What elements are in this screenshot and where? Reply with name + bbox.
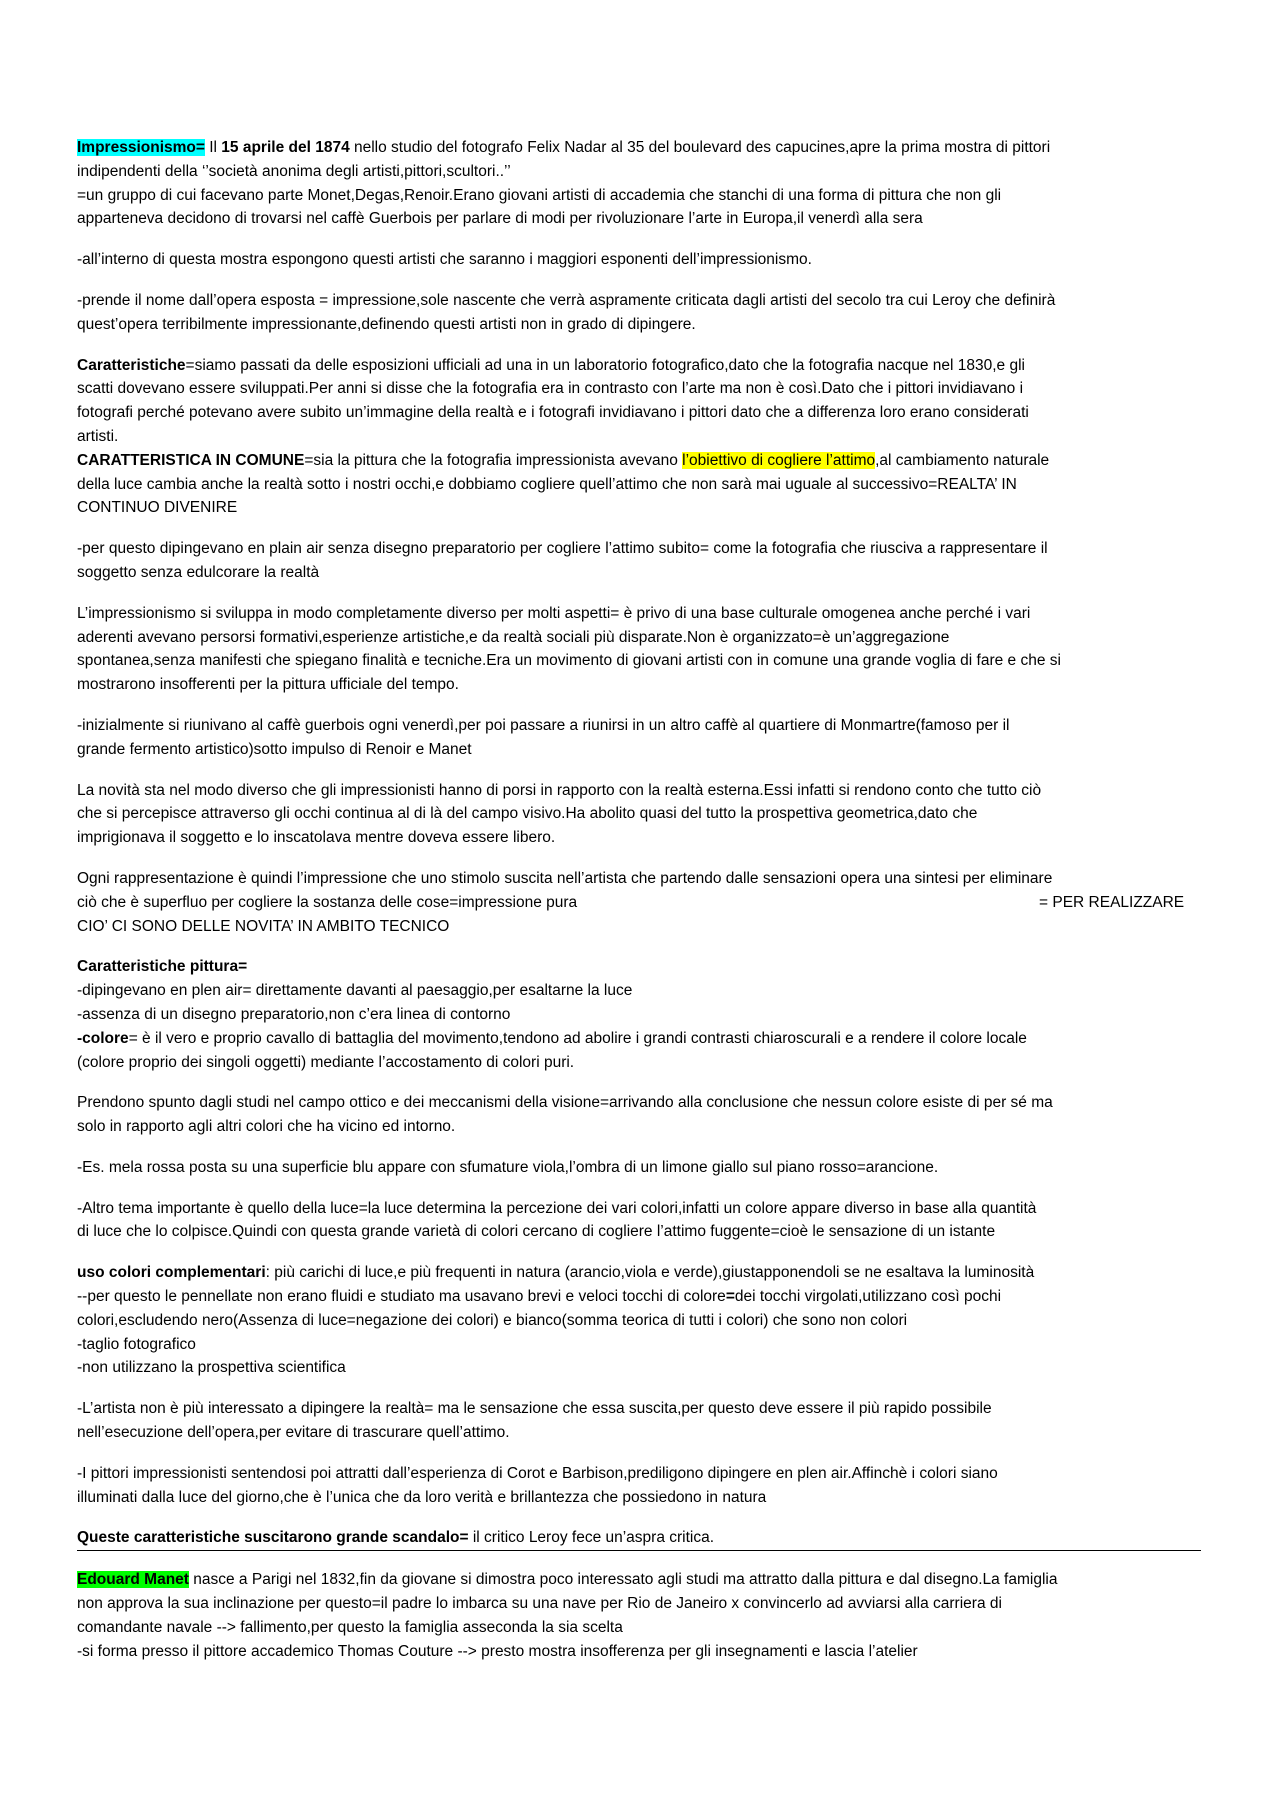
text-line: =un gruppo di cui facevano parte Monet,Degas,Renoir.Erano giovani artisti di accademia che stanchi di una forma di pittura che non gli [77,186,1002,204]
text-line: CONTINUO DIVENIRE [77,499,238,517]
paragraph [77,289,1201,337]
text-line [77,1568,1201,1592]
text-line [77,1261,1201,1285]
paragraph [77,779,1201,850]
text-line: artisti. [77,427,119,445]
text-line: soggetto senza edulcorare la realtà [77,563,320,581]
text-run: il critico Leroy fece un’aspra critica. [468,1529,715,1547]
text-run: : più carichi di luce,e più frequenti in natura (arancio,viola e verde),giustapponendoli se ne esaltava la luminosità [265,1264,1035,1282]
text-line [77,449,1201,473]
text-run: ,al cambiamento naturale [875,451,1050,469]
text-line: Prendono spunto dagli studi nel campo ottico e dei meccanismi della visione=arrivando alla conclusione che nessun colore esiste di per sé ma [77,1094,1053,1112]
text-line [77,1526,1201,1550]
document-page [77,136,1201,1663]
bold-text: Caratteristiche [77,356,186,374]
highlighted-text: Edouard Manet [77,1571,189,1589]
text-line: grande fermento artistico)sotto impulso di Renoir e Manet [77,740,472,758]
paragraph [77,1197,1201,1245]
text-line [77,136,1201,160]
text-line: -I pittori impressionisti sentendosi poi attratti dall’esperienza di Corot e Barbison,prediligono dipingere en plen air.Affinchè i colori siano [77,1464,998,1482]
bold-text: CARATTERISTICA IN COMUNE [77,451,305,469]
text-line: indipendenti della ‘’società anonima degli artisti,pittori,scultori..’’ [77,162,511,180]
text-run: =sia la pittura che la fotografia impressionista avevano [304,451,683,469]
text-line: quest’opera terribilmente impressionante,definendo questi artisti non in grado di dipingere. [77,315,696,333]
paragraph [77,354,1201,521]
text-line: aderenti avevano persorsi formativi,esperienze artistiche,e da realtà sociali più disparate.Non è organizzato=è un’aggregazione [77,628,950,646]
bold-text: uso colori complementari [77,1264,266,1282]
text-run: Il [204,139,222,156]
text-line: fotografi perché potevano avere subito un’immagine della realtà e i fotografi invidiavano i pittori dato che a differenza loro erano considerati [77,404,1029,422]
text-line: non approva la sua inclinazione per questo=il padre lo imbarca su una nave per Rio de Janeiro x convincerlo ad avviarsi alla carriera di [77,1595,1002,1613]
paragraph [77,867,1201,938]
text-line: -assenza di un disegno preparatorio,non c’era linea di contorno [77,1005,511,1023]
text-line: che si percepisce attraverso gli occhi continua al di là del campo visivo.Ha abolito quasi del tutto la prospettiva geometrica,dato che [77,805,978,823]
text-line [77,1027,1201,1051]
text-line: solo in rapporto agli altri colori che ha vicino ed intorno. [77,1118,456,1136]
text-line: mostrarono insofferenti per la pittura ufficiale del tempo. [77,676,459,694]
text-line: CIO’ CI SONO DELLE NOVITA’ IN AMBITO TECNICO [77,917,450,935]
text-line: illuminati dalla luce del giorno,che è l’unica che da loro verità e brillantezza che possiedono in natura [77,1488,767,1506]
text-line: imprigionava il soggetto e lo inscatolava mentre doveva essere libero. [77,829,556,847]
text-line: colori,escludendo nero(Assenza di luce=negazione dei colori) e bianco(somma teorica di tutti i colori) che sono non colori [77,1311,908,1329]
text-line: -all’interno di questa mostra espongono questi artisti che saranno i maggiori esponenti dell’impressionismo. [77,251,812,269]
text-run: dei tocchi virgolati,utilizzano così pochi [734,1288,1002,1306]
paragraph [77,1261,1201,1380]
tab-aligned-text: = PER REALIZZARE [1039,893,1185,911]
text-line: L’impressionismo si sviluppa in modo completamente diverso per molti aspetti= è privo di una base culturale omogenea anche perché i vari [77,604,1031,622]
text-run: nello studio del fotografo Felix Nadar al 35 del boulevard des capucines,apre la prima mostra di pittori [349,139,1051,156]
paragraph [77,1091,1201,1139]
text-line [77,891,1201,915]
text-line: -si forma presso il pittore accademico Thomas Couture --> presto mostra insofferenza per gli insegnamenti e lascia l’atelier [77,1642,918,1660]
text-line: scatti dovevano essere sviluppati.Per anni si disse che la fotografia era in contrasto con l’arte ma non è così.Dato che i pittori invidiavano i [77,380,1024,398]
text-line: di luce che lo colpisce.Quindi con questa grande varietà di colori cercano di cogliere l’attimo fuggente=cioè le sensazione di un istante [77,1223,996,1241]
text-line: nell’esecuzione dell’opera,per evitare di trascurare quell’attimo. [77,1424,510,1442]
paragraph [77,955,1201,1074]
text-line: -Altro tema importante è quello della luce=la luce determina la percezione dei vari colori,infatti un colore appare diverso in base alla quantità [77,1199,1037,1217]
text-run: =siamo passati da delle esposizioni ufficiali ad una in un laboratorio fotografico,dato che la fotografia nacque nel 1830,e gli [185,356,1025,374]
paragraph [77,1156,1201,1180]
paragraph [77,1568,1201,1663]
text-line: -per questo dipingevano en plain air senza disegno preparatorio per cogliere l’attimo subito= come la fotografia che riusciva a rappresentare il [77,540,1048,558]
paragraph [77,602,1201,697]
text-line: -taglio fotografico [77,1335,196,1353]
bold-text: -colore [77,1029,129,1047]
text-line: -inizialmente si riunivano al caffè guerbois ogni venerdì,per poi passare a riunirsi in un altro caffè al quartiere di Monmartre(famoso per il [77,716,1010,734]
text-line: Ogni rappresentazione è quindi l’impressione che uno stimolo suscita nell’artista che partendo dalle sensazioni opera una sintesi per eliminare [77,869,1053,887]
highlighted-text: l’obiettivo di cogliere l’attimo [682,451,876,469]
paragraph [77,248,1201,272]
paragraph [77,714,1201,762]
paragraph [77,1462,1201,1510]
paragraph [77,537,1201,585]
text-line: -prende il nome dall’opera esposta = impressione,sole nascente che verrà aspramente criticata dagli artisti del secolo tra cui Leroy che definirà [77,291,1056,309]
text-run: = è il vero e proprio cavallo di battaglia del movimento,tendono ad abolire i grandi contrasti chiaroscurali e a rendere il colore locale [128,1029,1027,1047]
text-line [77,955,1201,979]
text-line: La novità sta nel modo diverso che gli impressionisti hanno di porsi in rapporto con la realtà esterna.Essi infatti si rendono conto che tutto ciò [77,781,1042,799]
bold-text: Queste caratteristiche suscitarono grande scandalo= [77,1529,469,1547]
text-run: --per questo le pennellate non erano fluidi e studiato ma usavano brevi e veloci tocchi di colore [77,1288,726,1306]
paragraph [77,1397,1201,1445]
text-line [77,354,1201,378]
bold-text: = [725,1288,735,1306]
text-line: -Es. mela rossa posta su una superficie blu appare con sfumature viola,l’ombra di un limone giallo sul piano rosso=arancione. [77,1158,939,1176]
text-run: ciò che è superfluo per cogliere la sostanza delle cose=impressione pura [77,893,578,911]
text-line: della luce cambia anche la realtà sotto i nostri occhi,e dobbiamo cogliere quell’attimo che non sarà mai uguale al successivo=REALTA’ IN [77,475,1017,493]
paragraph [77,1526,1201,1551]
text-line [77,1285,1201,1309]
bold-text: Caratteristiche pittura= [77,958,248,976]
text-line: -dipingevano en plen air= direttamente davanti al paesaggio,per esaltarne la luce [77,982,633,1000]
highlighted-text: Impressionismo= [77,139,205,156]
text-line: apparteneva decidono di trovarsi nel caffè Guerbois per parlare di modi per rivoluzionare l’arte in Europa,il venerdì alla sera [77,210,923,228]
text-run: nasce a Parigi nel 1832,fin da giovane si dimostra poco interessato agli studi ma attratto dalla pittura e dal disegno.La famiglia [188,1571,1058,1589]
text-line: -non utilizzano la prospettiva scientifica [77,1359,346,1377]
text-line: -L’artista non è più interessato a dipingere la realtà= ma le sensazione che essa suscita,per questo deve essere il più rapido possibile [77,1400,992,1418]
bold-text: 15 aprile del 1874 [221,139,350,156]
paragraph [77,136,1201,231]
horizontal-rule [77,1550,1201,1551]
text-line: (colore proprio dei singoli oggetti) mediante l’accostamento di colori puri. [77,1053,575,1071]
text-line: spontanea,senza manifesti che spiegano finalità e tecniche.Era un movimento di giovani artisti con in comune una grande voglia di fare e che si [77,652,1061,670]
text-line: comandante navale --> fallimento,per questo la famiglia asseconda la sia scelta [77,1618,623,1636]
